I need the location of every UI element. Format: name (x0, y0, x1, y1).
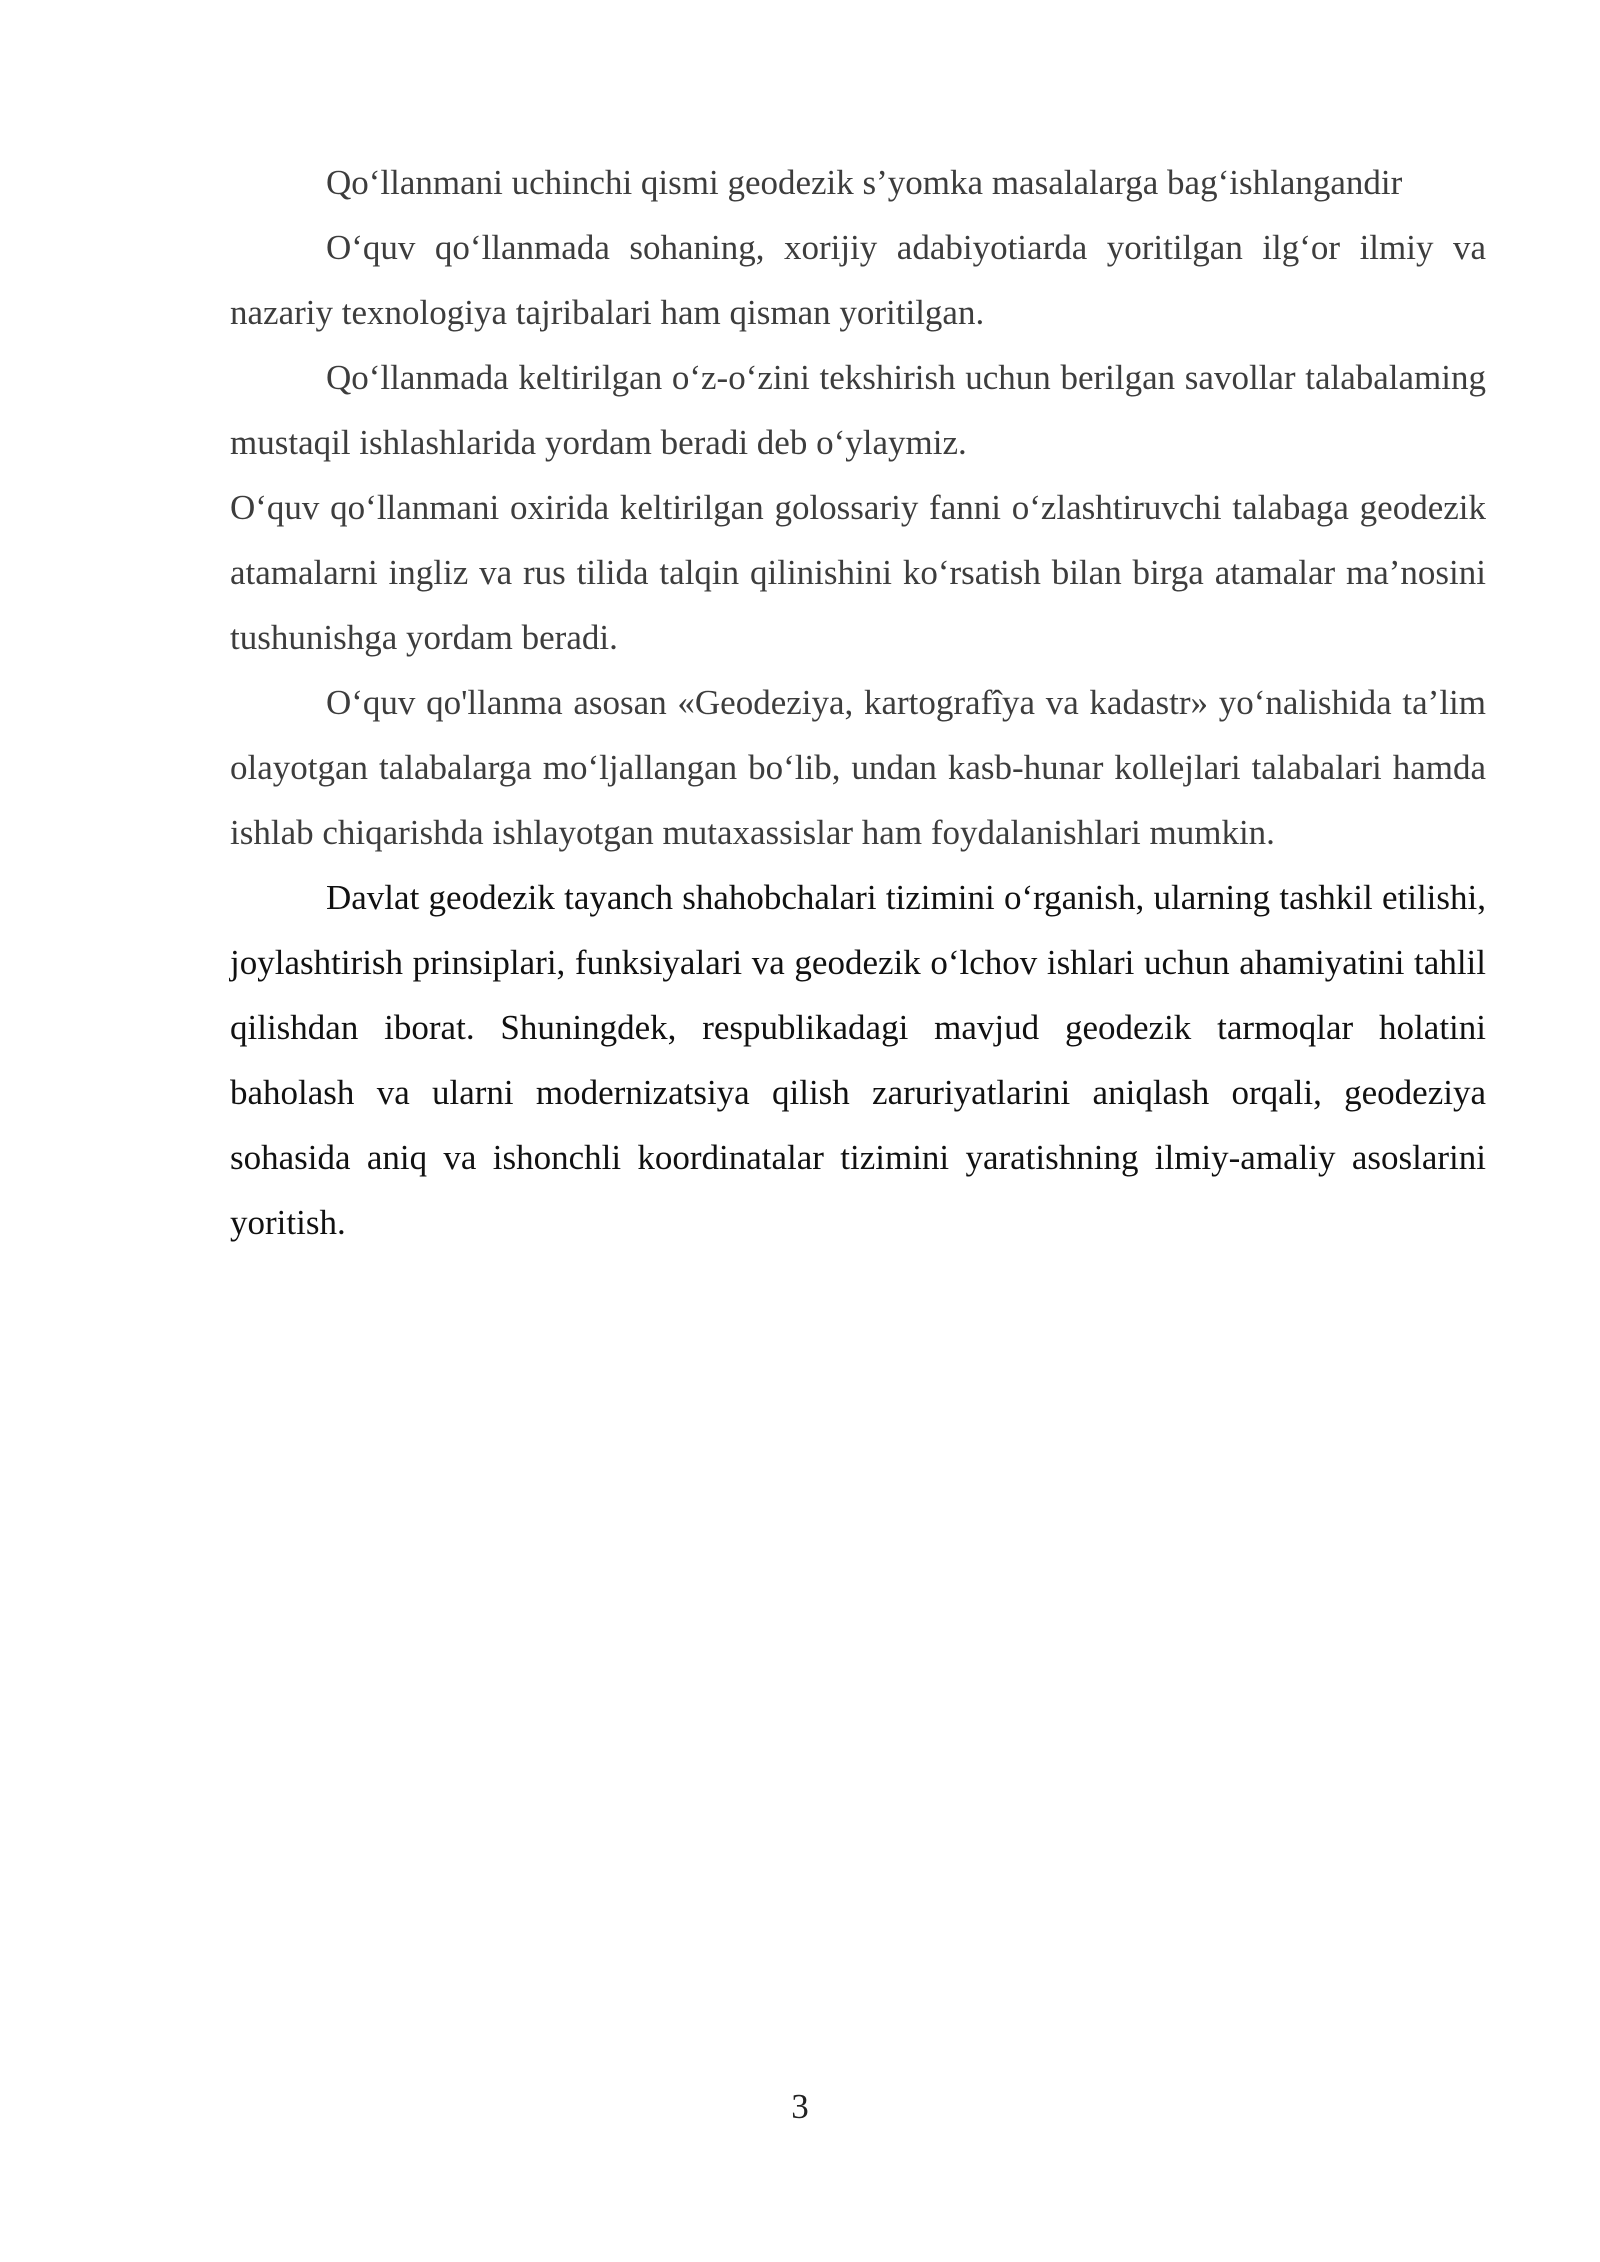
page-number: 3 (791, 2087, 809, 2126)
paragraph-4: O‘quv qo‘llanmani oxirida keltirilgan golossariy fanni o‘zlashtiruvchi talabaga geodezik atamalarni ingliz va rus tilida talqin qilinishini ko‘rsatish bilan birga atamalar ma’nosini tushunishga yordam beradi. (230, 488, 1486, 657)
paragraph-5: O‘quv qo'llanma asosan «Geodeziya, kartografîya va kadastr» yo‘nalishida ta’lim olayotgan talabalarga mo‘ljallangan bo‘lib, undan kasb-hunar kollejlari talabalari hamda ishlab chiqarishda ishlayotgan mutaxassislar ham foydalanishlari mumkin. (230, 683, 1486, 852)
paragraph-6: Davlat geodezik tayanch shahobchalari tizimini o‘rganish, ularning tashkil etilishi, joylashtirish prinsiplari, funksiyalari va geodezik o‘lchov ishlari uchun ahamiyatini tahlil qilishdan iborat. Shuningdek, respublikadagi mavjud geodezik tarmoqlar holatini baholash va ularni modernizatsiya qilish zaruriyatlarini aniqlash orqali, geodeziya sohasida aniq va ishonchli koordinatalar tizimini yaratishning ilmiy-amaliy asoslarini yoritish. (230, 878, 1486, 1242)
paragraph-3: Qo‘llanmada keltirilgan o‘z-o‘zini tekshirish uchun berilgan savollar talabalaming mustaqil ishlashlarida yordam beradi deb o‘ylaymiz. (230, 358, 1486, 462)
body-text (230, 150, 1486, 1255)
paragraph-1: Qo‘llanmani uchinchi qismi geodezik s’yomka masalalarga bag‘ishlangandir (326, 163, 1403, 202)
paragraph-2: O‘quv qo‘llanmada sohaning, xorijiy adabiyotiarda yoritilgan ilg‘or ilmiy va nazariy texnologiya tajribalari ham qisman yoritilgan. (230, 228, 1486, 332)
